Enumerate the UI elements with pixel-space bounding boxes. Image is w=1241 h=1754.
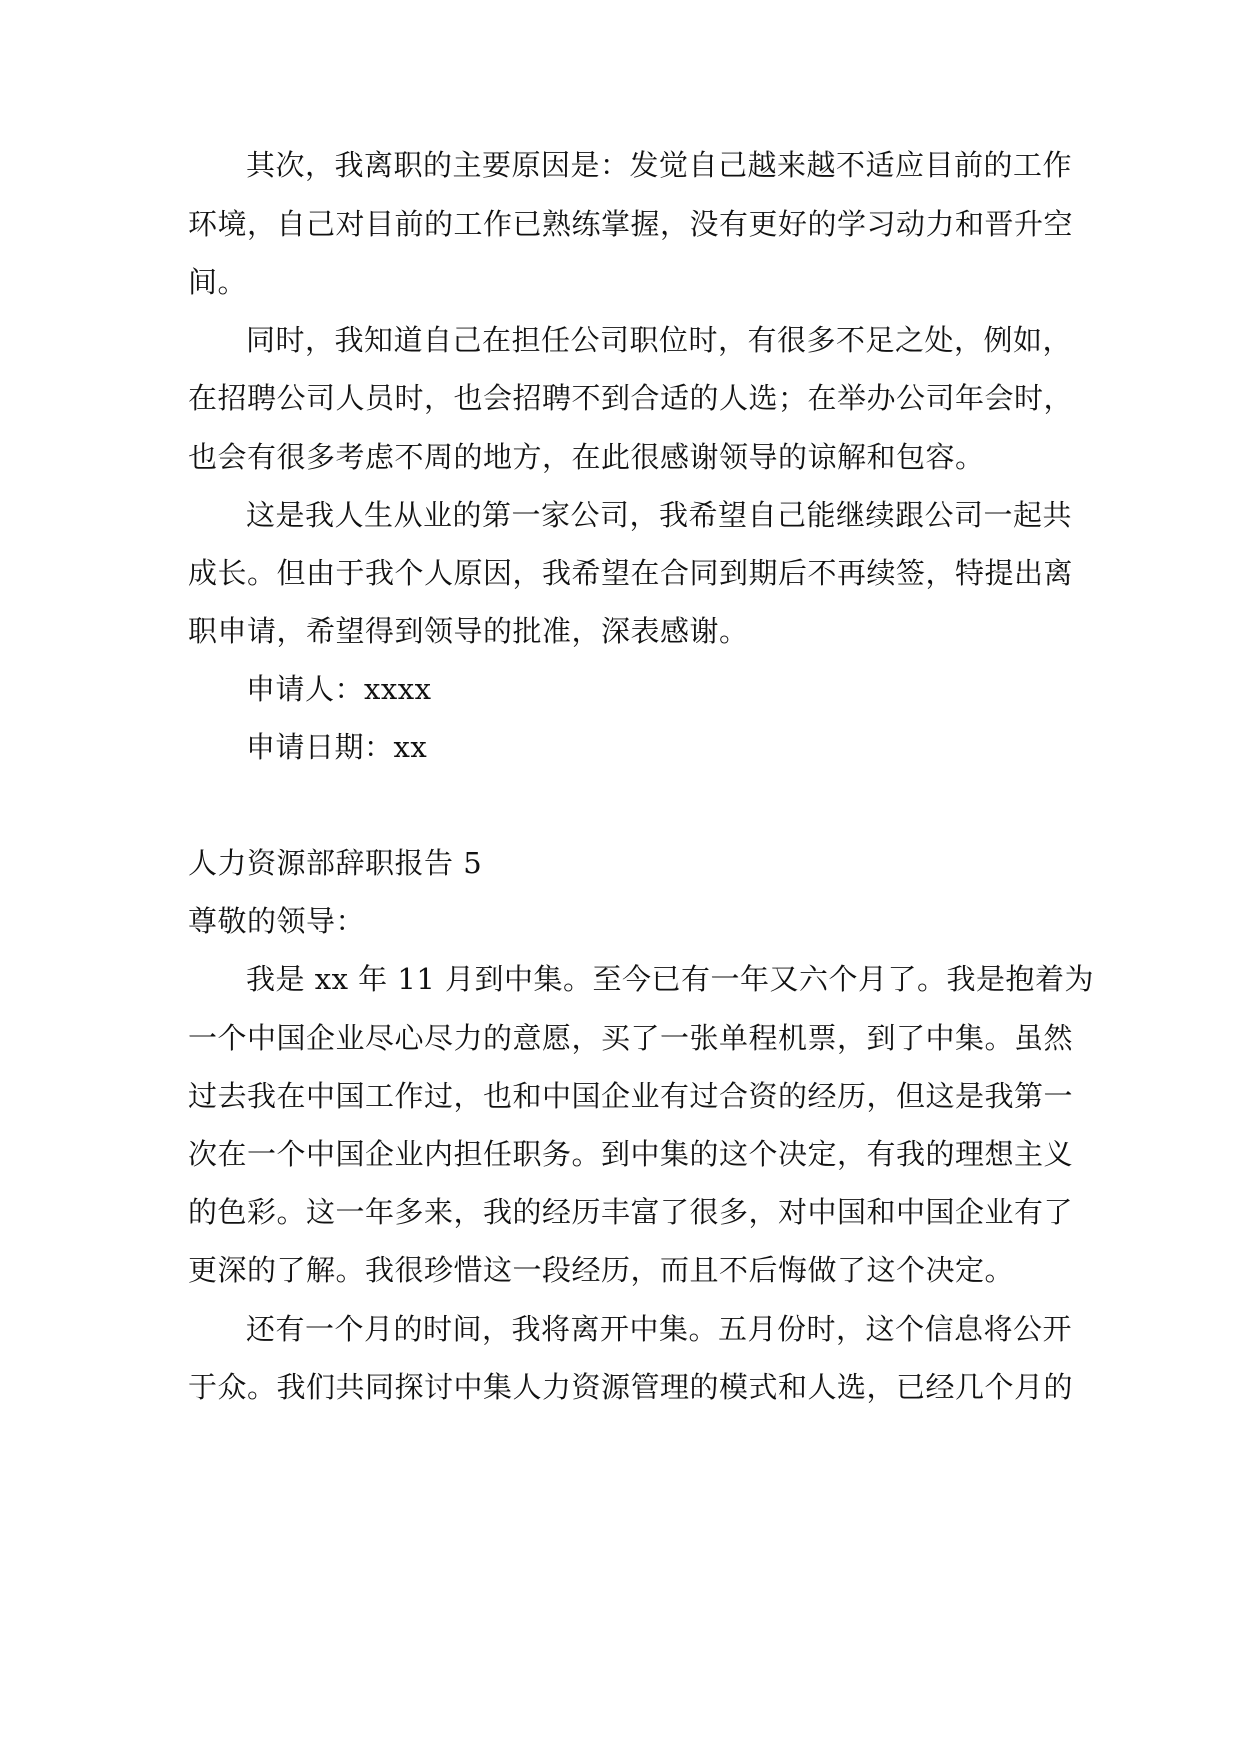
paragraph-line: 同时，我知道自己在担任公司职位时，有很多不足之处，例如，: [246, 323, 1073, 357]
paragraph-line: 次在一个中国企业内担任职务。到中集的这个决定，有我的理想主义: [188, 1137, 1074, 1171]
paragraph-line: 也会有很多考虑不周的地方，在此很感谢领导的谅解和包容。: [188, 440, 985, 474]
paragraph-line: 职申请，希望得到领导的批准，深表感谢。: [188, 614, 749, 648]
applicant-line: 申请人：xxxx: [246, 672, 432, 706]
paragraph-line: 其次，我离职的主要原因是：发觉自己越来越不适应目前的工作: [246, 148, 1073, 182]
salutation: 尊敬的领导：: [188, 904, 366, 938]
paragraph-line: 更深的了解。我很珍惜这一段经历，而且不后悔做了这个决定。: [188, 1253, 1015, 1287]
paragraph-line: 还有一个月的时间，我将离开中集。五月份时，这个信息将公开: [246, 1312, 1073, 1346]
paragraph-line: 环境，自己对目前的工作已熟练掌握，没有更好的学习动力和晋升空: [188, 207, 1074, 241]
paragraph-line: 这是我人生从业的第一家公司，我希望自己能继续跟公司一起共: [246, 498, 1073, 532]
paragraph-line: 我是 xx 年 11 月到中集。至今已有一年又六个月了。我是抱着为: [246, 962, 1094, 996]
paragraph-line: 一个中国企业尽心尽力的意愿，买了一张单程机票，到了中集。虽然: [188, 1021, 1074, 1055]
paragraph-line: 的色彩。这一年多来，我的经历丰富了很多，对中国和中国企业有了: [188, 1195, 1074, 1229]
paragraph-line: 于众。我们共同探讨中集人力资源管理的模式和人选，已经几个月的: [188, 1370, 1074, 1404]
section-title: 人力资源部辞职报告 5: [188, 846, 483, 880]
paragraph-line: 在招聘公司人员时，也会招聘不到合适的人选；在举办公司年会时，: [188, 381, 1074, 415]
paragraph-line: 过去我在中国工作过，也和中国企业有过合资的经历，但这是我第一: [188, 1079, 1074, 1113]
paragraph-line: 成长。但由于我个人原因，我希望在合同到期后不再续签，特提出离: [188, 556, 1074, 590]
paragraph-line: 间。: [188, 265, 248, 299]
date-line: 申请日期：xx: [246, 730, 428, 764]
